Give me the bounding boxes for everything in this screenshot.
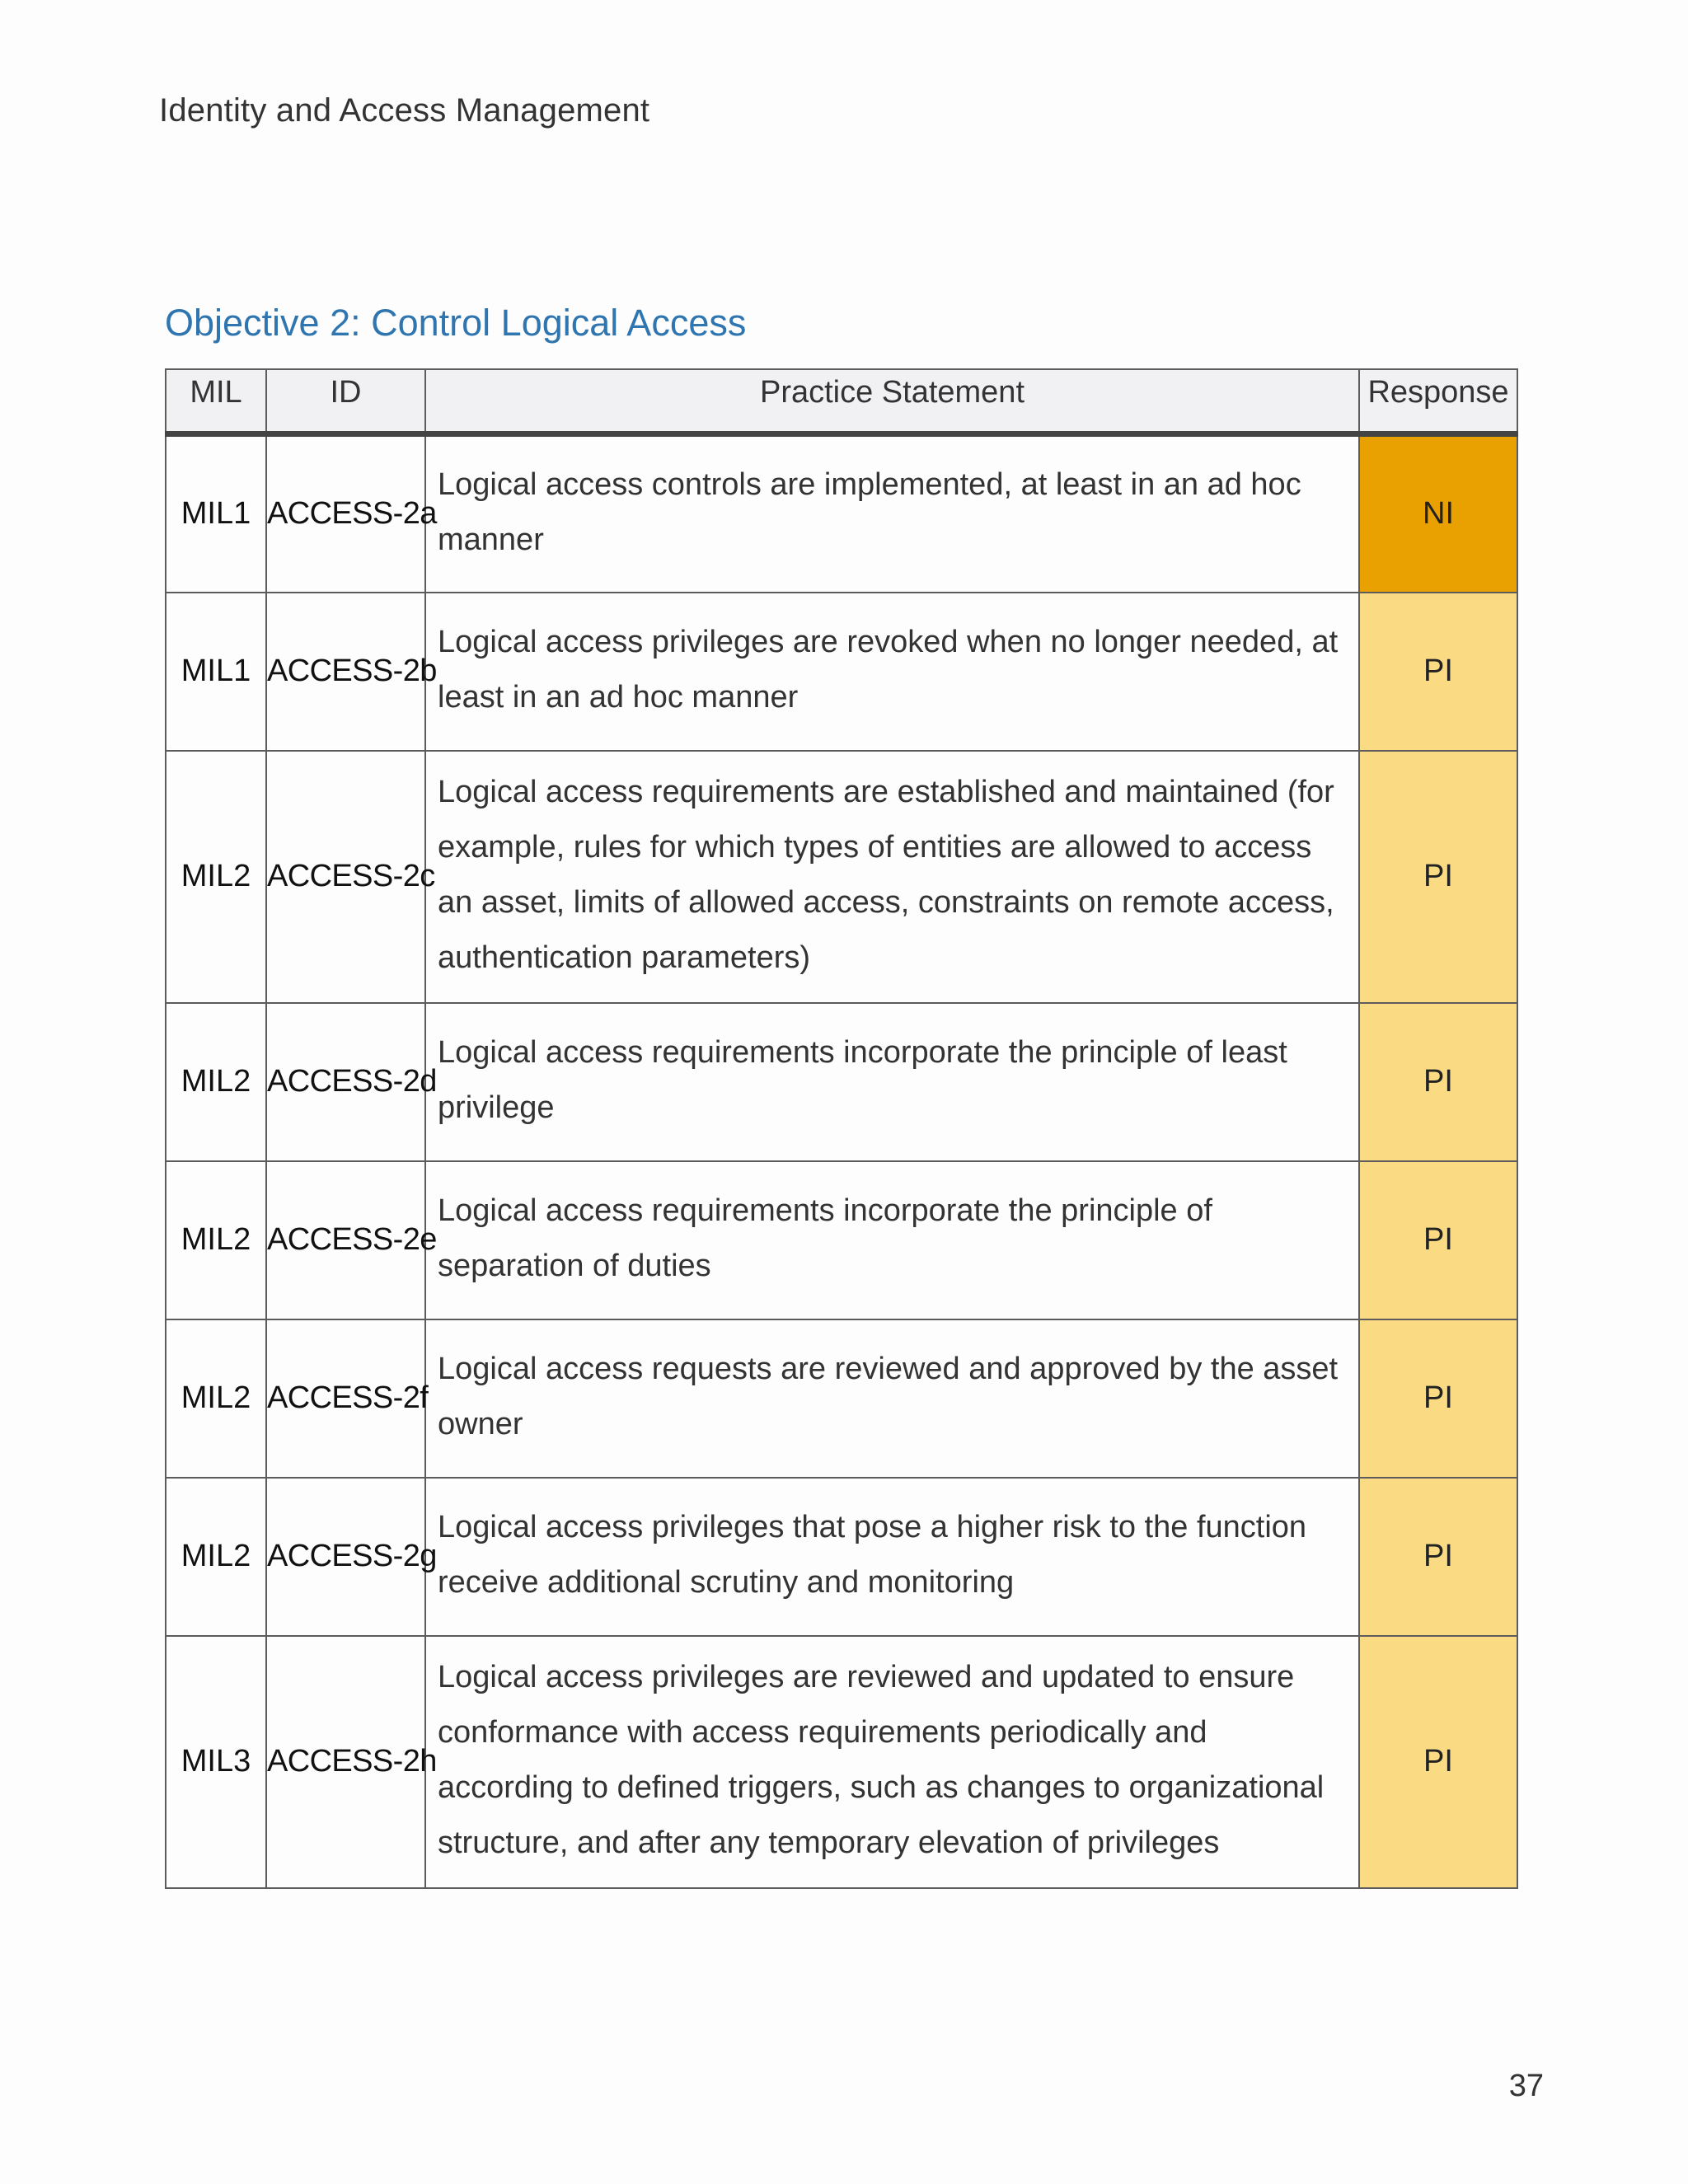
column-header-response: Response	[1359, 369, 1517, 434]
id-cell: ACCESS-2g	[266, 1478, 425, 1636]
table-row	[166, 1161, 1517, 1319]
practice-statement-cell: Logical access requirements incorporate the principle of least privilege	[425, 1003, 1359, 1161]
section-title: Objective 2: Control Logical Access	[165, 302, 747, 344]
practice-statement-cell: Logical access privileges are reviewed and updated to ensure conformance with access requirements periodically and according to defined triggers, such as changes to organizational structure, and after any temporary elevation of privileges	[425, 1636, 1359, 1888]
table-row	[166, 1003, 1517, 1161]
mil-cell: MIL1	[166, 434, 266, 593]
page-number: 37	[1508, 2069, 1544, 2103]
mil-cell: MIL3	[166, 1636, 266, 1888]
running-header: Identity and Access Management	[159, 92, 650, 129]
id-cell: ACCESS-2h	[266, 1636, 425, 1888]
table-row	[166, 1319, 1517, 1478]
mil-cell: MIL2	[166, 1478, 266, 1636]
table-row	[166, 1636, 1517, 1888]
id-cell: ACCESS-2a	[266, 434, 425, 593]
mil-cell: MIL2	[166, 1319, 266, 1478]
response-cell: PI	[1359, 1319, 1517, 1478]
response-cell: PI	[1359, 751, 1517, 1003]
response-cell: NI	[1359, 434, 1517, 593]
table-row	[166, 1478, 1517, 1636]
id-cell: ACCESS-2c	[266, 751, 425, 1003]
practice-table	[165, 368, 1518, 1889]
practice-statement-cell: Logical access privileges are revoked when no longer needed, at least in an ad hoc manner	[425, 593, 1359, 751]
practice-statement-cell: Logical access privileges that pose a higher risk to the function receive additional scrutiny and monitoring	[425, 1478, 1359, 1636]
response-cell: PI	[1359, 1161, 1517, 1319]
response-cell: PI	[1359, 593, 1517, 751]
response-cell: PI	[1359, 1003, 1517, 1161]
id-cell: ACCESS-2d	[266, 1003, 425, 1161]
table-row	[166, 434, 1517, 593]
mil-cell: MIL2	[166, 751, 266, 1003]
table-header-row	[166, 369, 1517, 434]
response-cell: PI	[1359, 1478, 1517, 1636]
column-header-mil: MIL	[166, 369, 266, 434]
practice-statement-cell: Logical access requests are reviewed and approved by the asset owner	[425, 1319, 1359, 1478]
mil-cell: MIL1	[166, 593, 266, 751]
practice-statement-cell: Logical access requirements are established and maintained (for example, rules for which types of entities are allowed to access an asset, limits of allowed access, constraints on remote access, authentication parameters)	[425, 751, 1359, 1003]
response-cell: PI	[1359, 1636, 1517, 1888]
column-header-practice-statement: Practice Statement	[425, 369, 1359, 434]
practice-statement-cell: Logical access controls are implemented, at least in an ad hoc manner	[425, 434, 1359, 593]
column-header-id: ID	[266, 369, 425, 434]
mil-cell: MIL2	[166, 1161, 266, 1319]
id-cell: ACCESS-2b	[266, 593, 425, 751]
table-row	[166, 593, 1517, 751]
practice-statement-cell: Logical access requirements incorporate the principle of separation of duties	[425, 1161, 1359, 1319]
id-cell: ACCESS-2f	[266, 1319, 425, 1478]
mil-cell: MIL2	[166, 1003, 266, 1161]
table-row	[166, 751, 1517, 1003]
id-cell: ACCESS-2e	[266, 1161, 425, 1319]
